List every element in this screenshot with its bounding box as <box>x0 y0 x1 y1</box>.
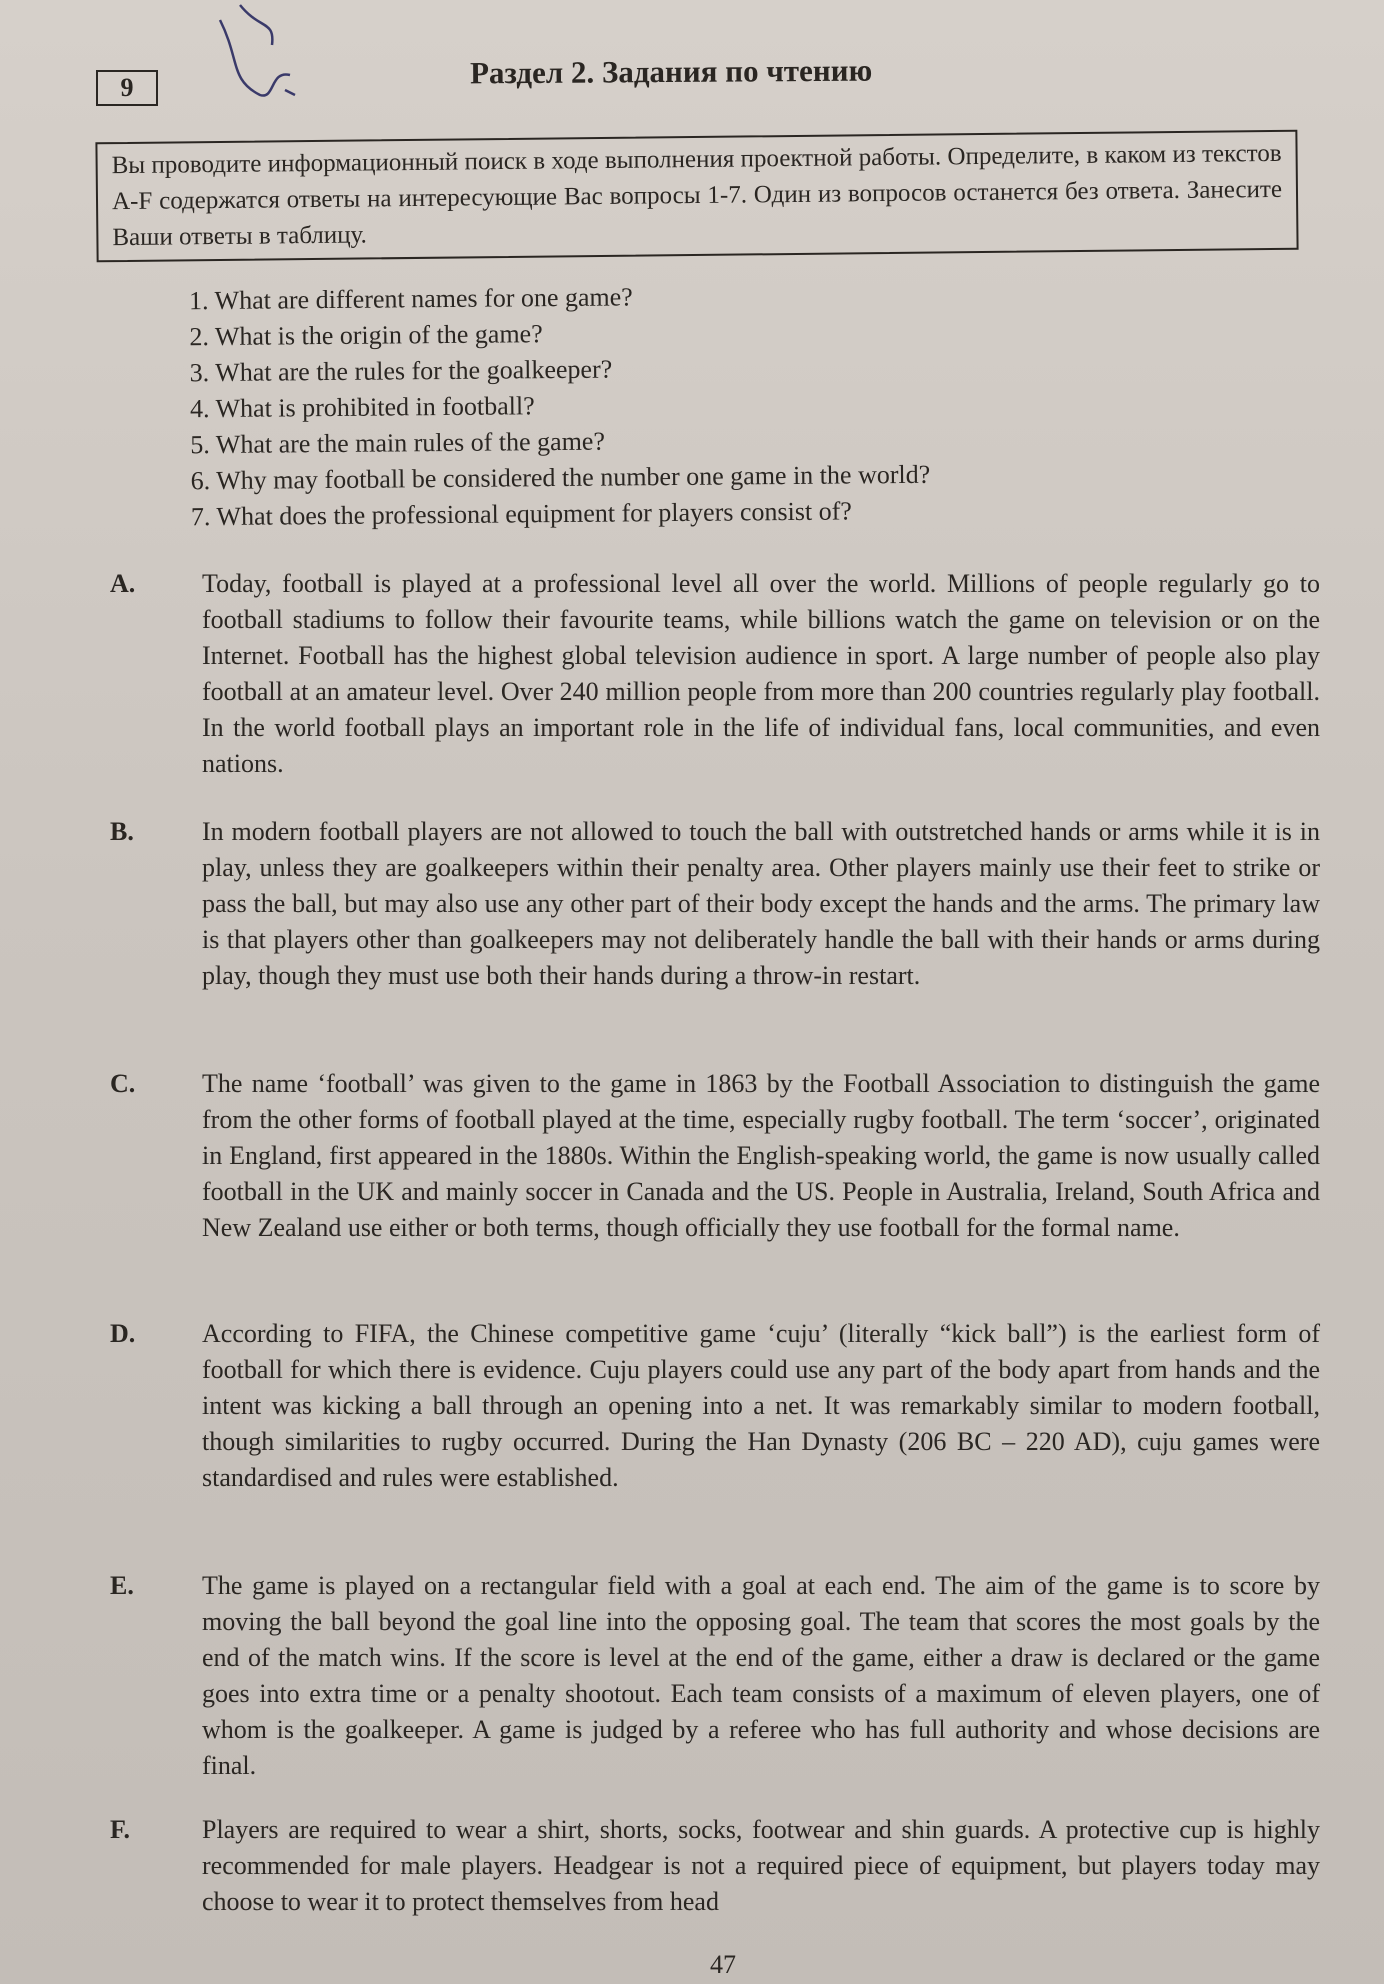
text-body: Today, football is played at a professional level all over the world. Millions of people regularly go to football stadiums to follow their favourite teams, while billions watch the game on television or on the Internet. Football has the highest global television audience in sport. A large number of people also play football at an amateur level. Over 240 million people from more than 200 countries regularly play football. In the world football plays an important role in the life of individual fans, local communities, and even nations. <box>202 569 1320 778</box>
handwritten-initials <box>200 0 320 120</box>
task-number-box: 9 <box>96 70 158 106</box>
text-letter: B. <box>110 817 134 846</box>
instruction-box: Вы проводите информационный поиск в ходе выполнения проектной работы. Определите, в каком из текстов A-F содержатся ответы на интересующие Вас вопросы 1-7. Один из вопросов останется без ответа. Занесите Ваши ответы в таблицу. <box>95 130 1298 263</box>
text-letter: D. <box>110 1319 136 1348</box>
text-letter: E. <box>110 1571 134 1600</box>
question-5: 5. What are the main rules of the game? <box>190 426 606 460</box>
text-c <box>110 1066 1320 1246</box>
question-2: 2. What is the origin of the game? <box>189 319 543 352</box>
text-e <box>110 1568 1320 1784</box>
question-4: 4. What is prohibited in football? <box>189 391 535 424</box>
text-a <box>110 566 1320 782</box>
section-title: Раздел 2. Задания по чтению <box>469 52 873 91</box>
text-letter: F. <box>110 1815 130 1844</box>
text-body: The name ‘football’ was given to the game in 1863 by the Football Association to distinguish the game from the other forms of football played at the time, especially rugby football. The term ‘soccer’, originated in England, first appeared in the 1880s. Within the English-speaking world, the game is now usually called football in the UK and mainly soccer in Canada and the US. People in Australia, Ireland, South Africa and New Zealand use either or both terms, though officially they use football for the formal name. <box>202 1069 1320 1242</box>
question-3: 3. What are the rules for the goalkeeper? <box>189 354 613 388</box>
text-letter: C. <box>110 1069 136 1098</box>
page-number: 47 <box>710 1950 736 1979</box>
question-1: 1. What are different names for one game? <box>188 282 633 316</box>
text-body: According to FIFA, the Chinese competitive game ‘cuju’ (literally “kick ball”) is the earliest form of football for which there is evidence. Cuju players could use any part of the body apart from hands and the intent was kicking a ball through an opening into a net. It was remarkably similar to modern football, though similarities to rugby occurred. During the Han Dynasty (206 BC – 220 AD), cuju games were standardised and rules were established. <box>202 1319 1320 1492</box>
text-d <box>110 1316 1320 1496</box>
question-6: 6. Why may football be considered the number one game in the world? <box>190 459 931 496</box>
question-list <box>189 277 931 535</box>
text-b <box>110 814 1320 994</box>
text-body: In modern football players are not allowed to touch the ball with outstretched hands or arms while it is in play, unless they are goalkeepers within their penalty area. Other players mainly use their feet to strike or pass the ball, but may also use any other part of their body except the hands and the arms. The primary law is that players other than goalkeepers may not deliberately handle the ball with their hands or arms during play, though they must use both their hands during a throw-in restart. <box>202 817 1320 990</box>
text-f <box>110 1812 1320 1920</box>
question-7: 7. What does the professional equipment for players consist of? <box>190 496 852 532</box>
text-body: Players are required to wear a shirt, shorts, socks, footwear and shin guards. A protective cup is highly recommended for male players. Headgear is not a required piece of equipment, but players today may choose to wear it to protect themselves from head <box>202 1815 1320 1916</box>
text-body: The game is played on a rectangular field with a goal at each end. The aim of the game is to score by moving the ball beyond the goal line into the opposing goal. The team that scores the most goals by the end of the match wins. If the score is level at the end of the game, either a draw is declared or the game goes into extra time or a penalty shootout. Each team consists of a maximum of eleven players, one of whom is the goalkeeper. A game is judged by a referee who has full authority and whose decisions are final. <box>202 1571 1320 1780</box>
text-letter: A. <box>110 569 136 598</box>
